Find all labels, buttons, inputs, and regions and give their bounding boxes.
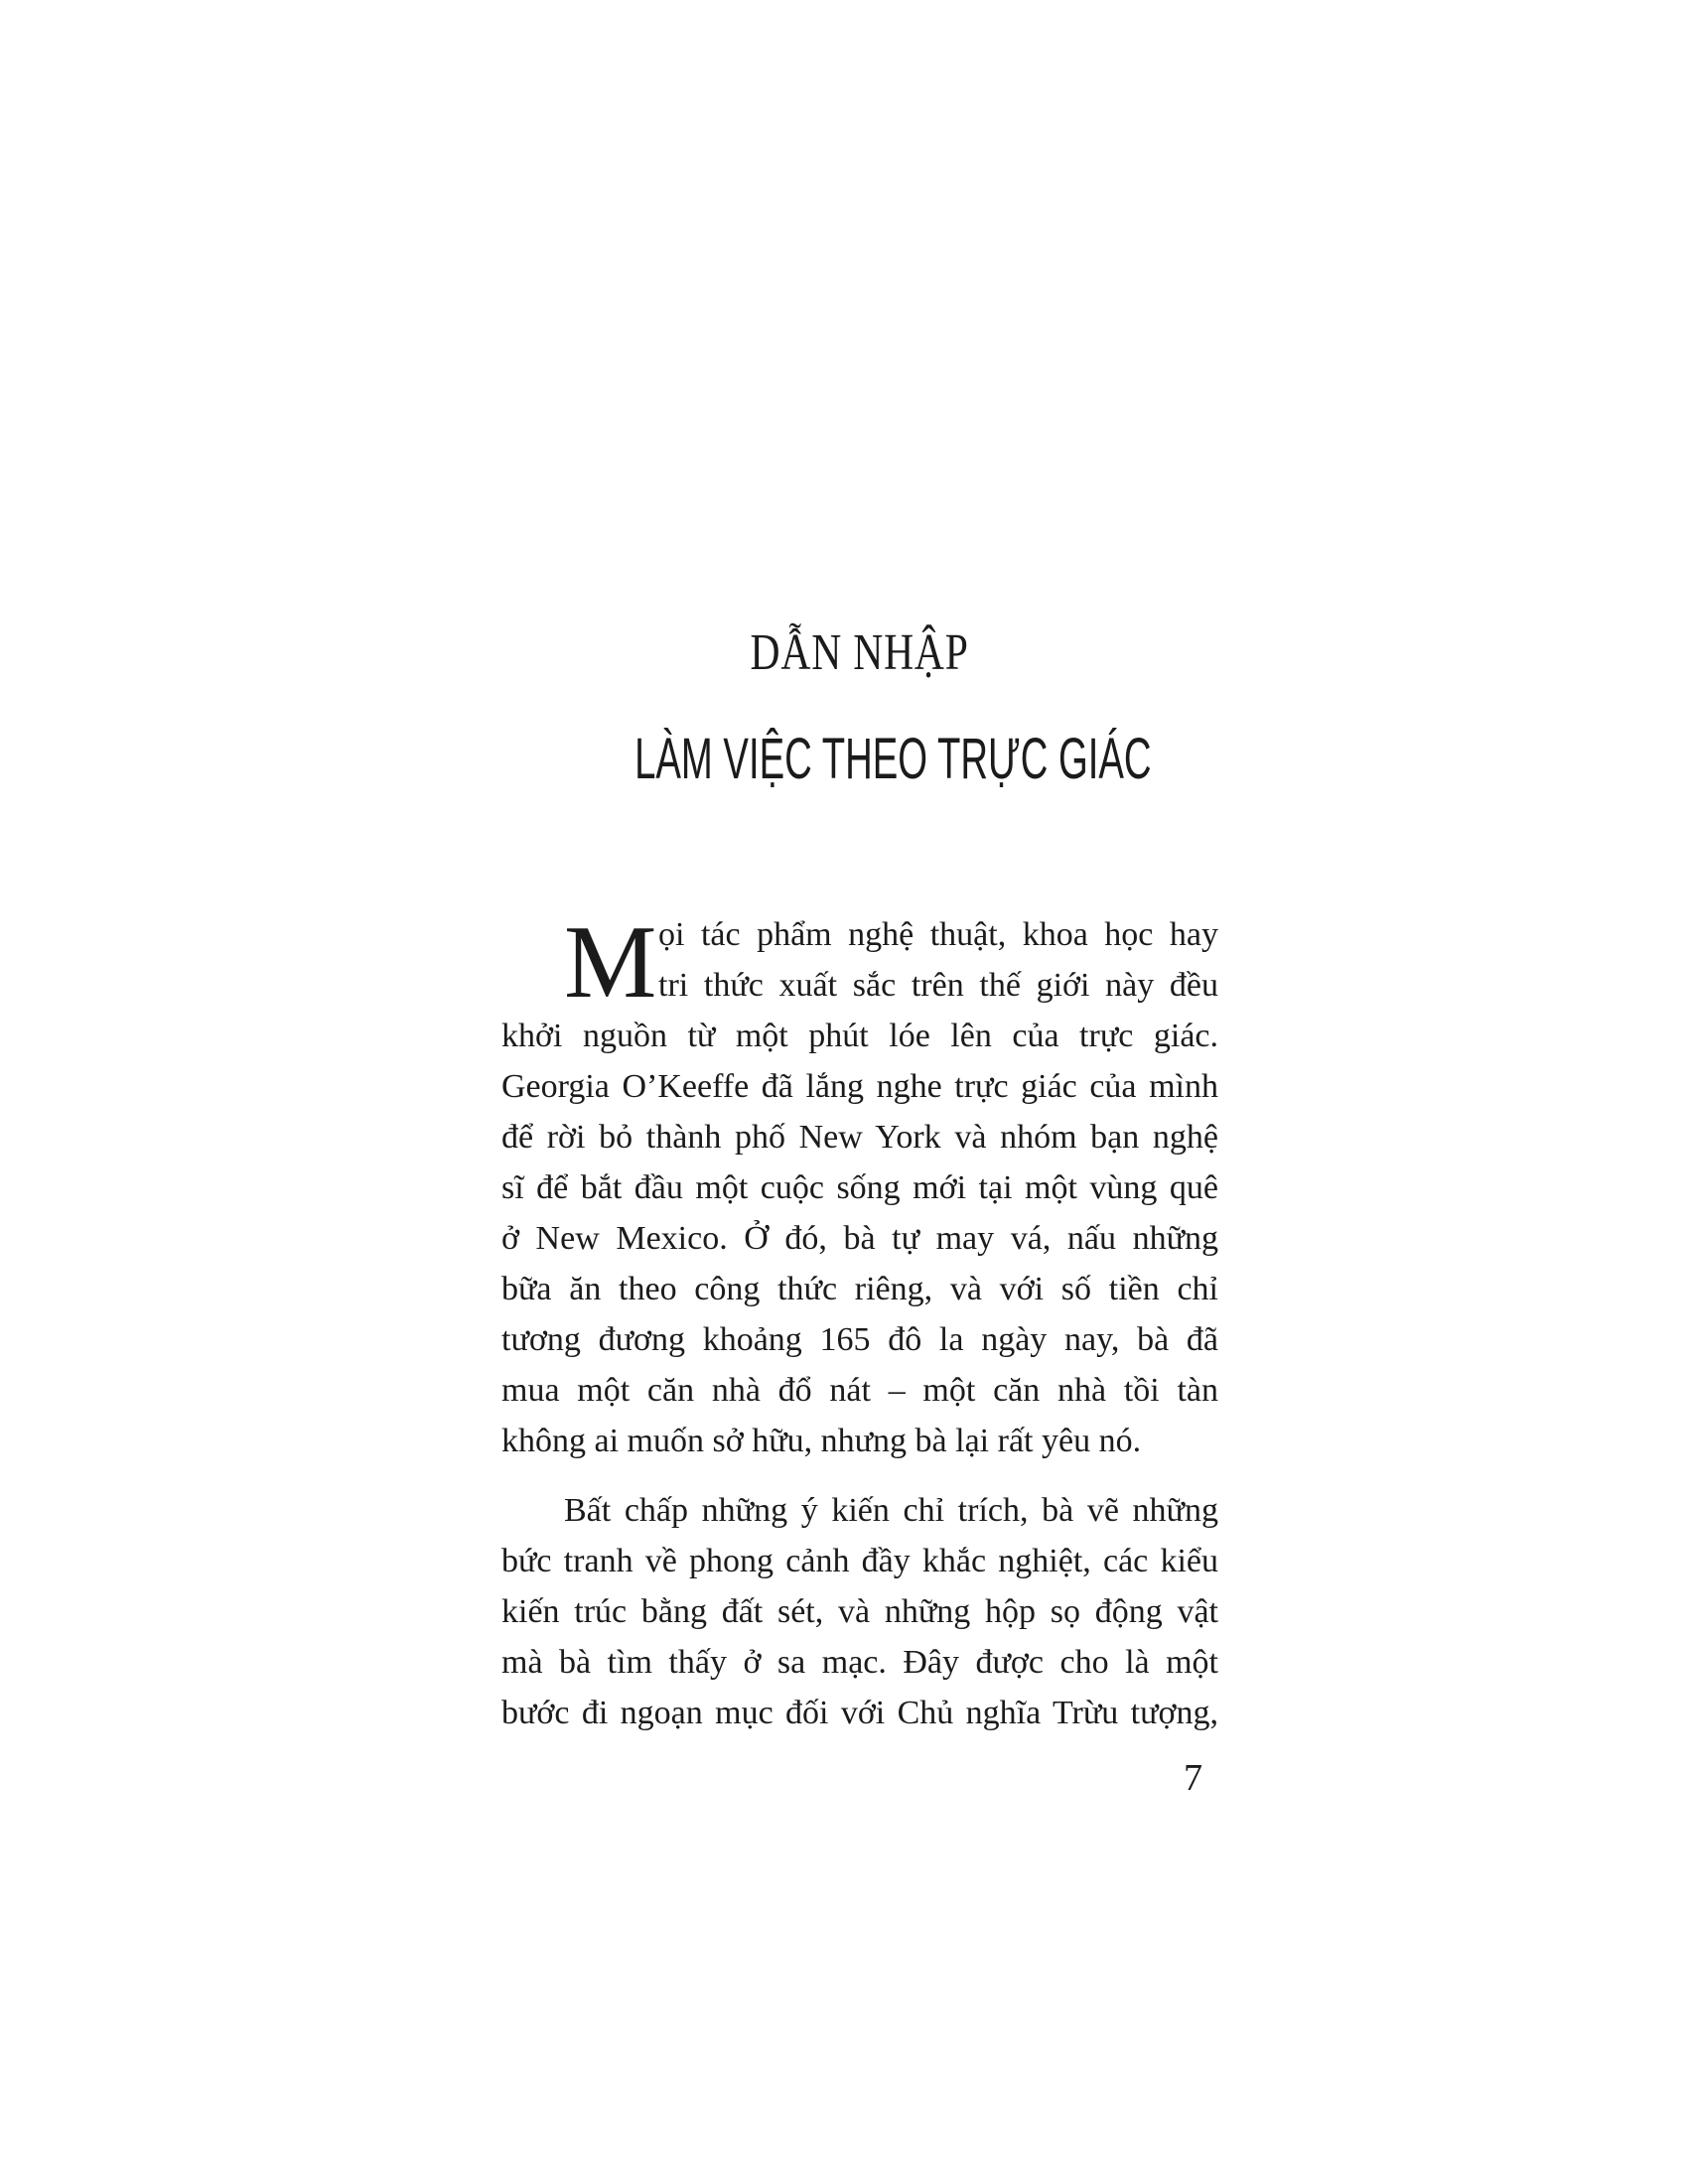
text-line: bức tranh về phong cảnh đầy khắc nghiệt, các kiểu <box>501 1543 1218 1579</box>
paragraph-2 <box>501 1485 1218 1738</box>
text-line: tương đương khoảng 165 đô la ngày nay, bà đã <box>501 1321 1218 1358</box>
text-line: bước đi ngoạn mục đối với Chủ nghĩa Trừu tượng, <box>501 1695 1218 1731</box>
text-line: Georgia O’Keeffe đã lắng nghe trực giác của mình <box>501 1068 1218 1105</box>
body-text <box>501 903 1218 1738</box>
chapter-kicker <box>501 624 1218 681</box>
text-line: mua một căn nhà đổ nát – một căn nhà tồi tàn <box>501 1372 1218 1409</box>
text-line: ở New Mexico. Ở đó, bà tự may vá, nấu những <box>501 1220 1218 1257</box>
page-number: 7 <box>1184 1757 1202 1799</box>
text-line: ọi tác phẩm nghệ thuật, khoa học hay <box>658 916 1218 953</box>
text-line: kiến trúc bằng đất sét, và những hộp sọ động vật <box>501 1593 1218 1630</box>
text-line: mà bà tìm thấy ở sa mạc. Đây được cho là một <box>501 1644 1218 1681</box>
text-line: không ai muốn sở hữu, nhưng bà lại rất yêu nó. <box>501 1423 1142 1459</box>
text-line: Bất chấp những ý kiến chỉ trích, bà vẽ những <box>564 1492 1218 1529</box>
chapter-title <box>501 727 1218 791</box>
text-line: tri thức xuất sắc trên thế giới này đều <box>658 967 1218 1004</box>
text-line: bữa ăn theo công thức riêng, và với số tiền chỉ <box>501 1271 1218 1307</box>
text-line: khởi nguồn từ một phút lóe lên của trực giác. <box>501 1018 1218 1054</box>
drop-cap: M <box>564 903 657 1020</box>
text-line: để rời bỏ thành phố New York và nhóm bạn nghệ <box>501 1119 1218 1156</box>
text-line: sĩ để bắt đầu một cuộc sống mới tại một vùng quê <box>501 1169 1218 1206</box>
chapter-title-text: LÀM VIỆC THEO TRỰC GIÁC <box>634 727 1152 791</box>
chapter-kicker-text: DẪN NHẬP <box>750 624 970 681</box>
